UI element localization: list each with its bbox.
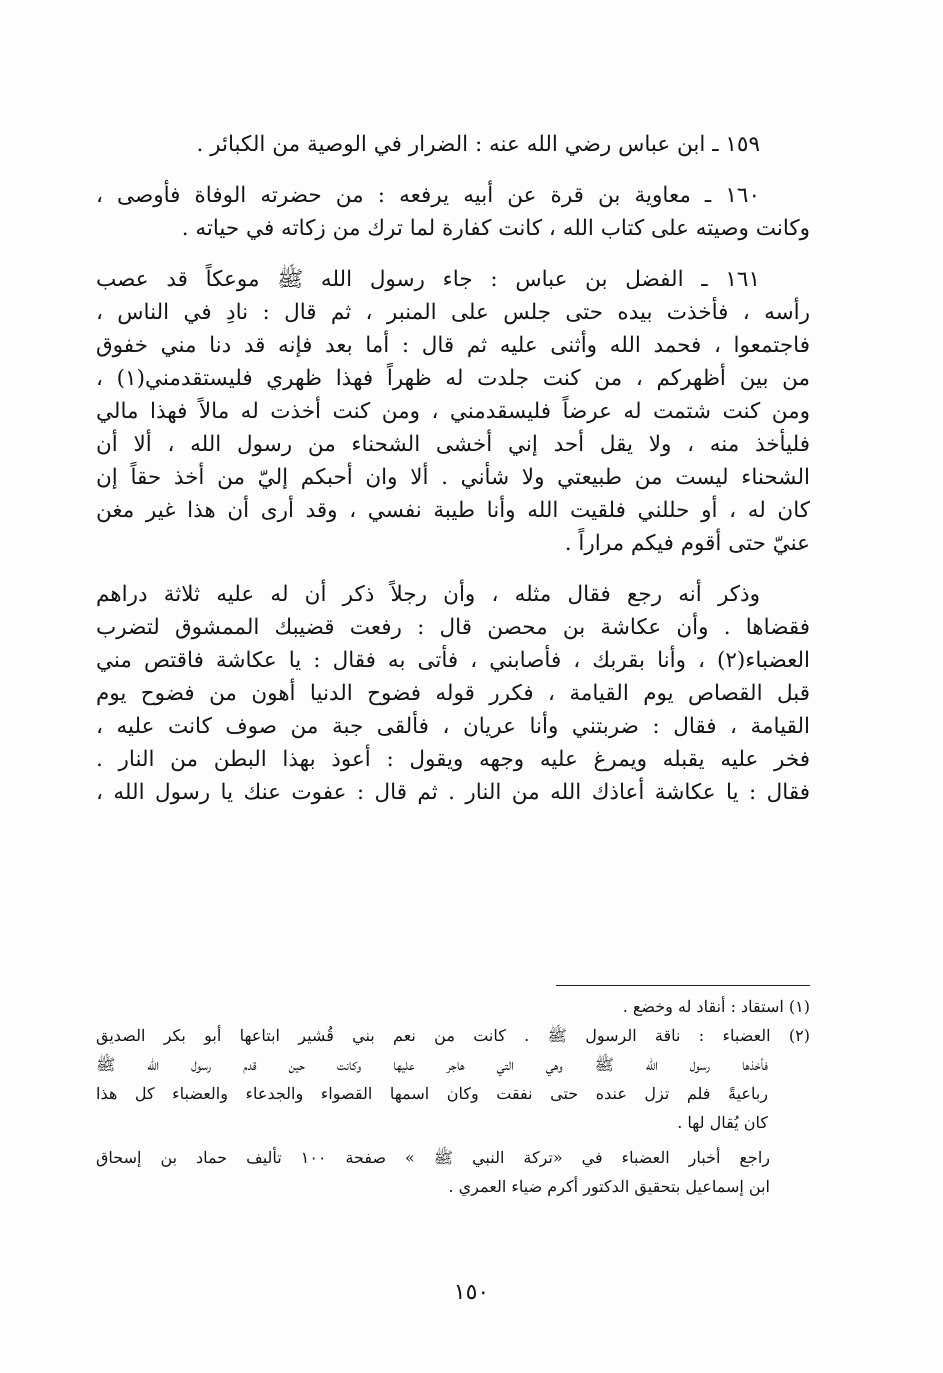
entry-161 [96, 263, 810, 560]
text-line: فخر عليه يقبله ويمرغ عليه وجهه ويقول : أعوذ بهذا البطن من النار . [96, 747, 810, 772]
text-line: رأسه ، فأخذت بيده حتى جلس على المنبر ، ثم قال : نادِ في الناس ، [96, 300, 810, 325]
text-line: كان له ، أو حللني فلقيت الله وأنا طيبة نفسي ، وقد أرى أن هذا غير مغن [96, 498, 810, 523]
text-line: ومن كنت شتمت له عرضاً فليسقدمني ، ومن كنت أخذت له مالاً فهذا مالي [96, 399, 810, 424]
text-line: من بين أظهركم ، من كنت جلدت له ظهراً فهذا ظهري فليستقدمني(١) ، [96, 366, 811, 391]
page-number: ١٥٠ [453, 1280, 490, 1305]
footnote-1: (١) استقاد : أنقاد له وخضع . [622, 997, 810, 1016]
text-line: وذكر أنه رجع فقال مثله ، وأن رجلاً ذكر أن له عليه ثلاثة دراهم [96, 582, 760, 607]
footnote-2-line: رباعيةً فلم تزل عنده حتى نفقت وكان اسمها القصواء والجدعاء والعضباء كل هذا [96, 1084, 768, 1103]
entry-159 [96, 128, 810, 161]
text-line: القيامة ، فقال : ضربتني وأنا عريان ، فألقى جبة من صوف كانت عليه ، [96, 714, 810, 739]
footnote-2-line: كان يُقال لها . [677, 1113, 768, 1132]
text-line: ١٦٠ ـ معاوية بن قرة عن أبيه يرفعه : من حضرته الوفاة فأوصى ، [96, 183, 760, 208]
text-line: فاجتمعوا ، فحمد الله وأثنى عليه ثم قال : أما بعد فإنه قد دنا مني خفوق [96, 333, 810, 358]
text-line: فليأخذ منه ، ولا يقل أحد إني أخشى الشحناء من رسول الله ، ألا أن [96, 432, 810, 457]
text-line: قبل القصاص يوم القيامة ، فكرر قوله فضوح الدنيا أهون من فضوح يوم [96, 681, 810, 706]
text-line: الشحناء ليست من طبيعتي ولا شأني . ألا وان أحبكم إليّ من أخذ حقاً إن [96, 465, 810, 490]
footnotes [96, 992, 810, 1201]
entry-161-continued [96, 578, 810, 809]
text-line: ١٦١ ـ الفضل بن عباس : جاء رسول الله ﷺ موعكاً قد عصب [96, 267, 760, 292]
text-line: فقال : يا عكاشة أعاذك الله من النار . ثم قال : عفوت عنك يا رسول الله ، [96, 780, 810, 805]
text-line: فقضاها . وأن عكاشة بن محصن قال : رفعت قضيبك الممشوق لتضرب [96, 615, 810, 640]
reference-line: راجع أخبار العضباء في «تركة النبي ﷺ » صفحة ١٠٠ تأليف حماد بن إسحاق [96, 1148, 770, 1167]
footnote-2-line: (٢) العضباء : ناقة الرسول ﷺ . كانت من نعم بني قُشير ابتاعها أبو بكر الصديق [96, 1026, 810, 1045]
entry-160 [96, 179, 810, 245]
footnote-2-line: فأخذها رسول الله ﷺ وهي التي هاجر عليها وكانت حين قدم رسول الله ﷺ [96, 1055, 768, 1074]
text-line: عنيّ حتى أقوم فيكم مراراً . [564, 531, 810, 556]
text-line: ١٥٩ ـ ابن عباس رضي الله عنه : الضرار في الوصية من الكبائر . [196, 132, 760, 157]
page-body [96, 120, 810, 827]
text-line: وكانت وصيته على كتاب الله ، كانت كفارة لما ترك من زكاته في حياته . [181, 216, 810, 241]
text-line: العضباء(٢) ، وأنا بقربك ، فأصابني ، فأتى به فقال : يا عكاشة فاقتص مني [96, 648, 810, 673]
footnote-divider [556, 985, 810, 986]
reference-line: ابن إسماعيل بتحقيق الدكتور أكرم ضياء العمري . [448, 1177, 770, 1196]
